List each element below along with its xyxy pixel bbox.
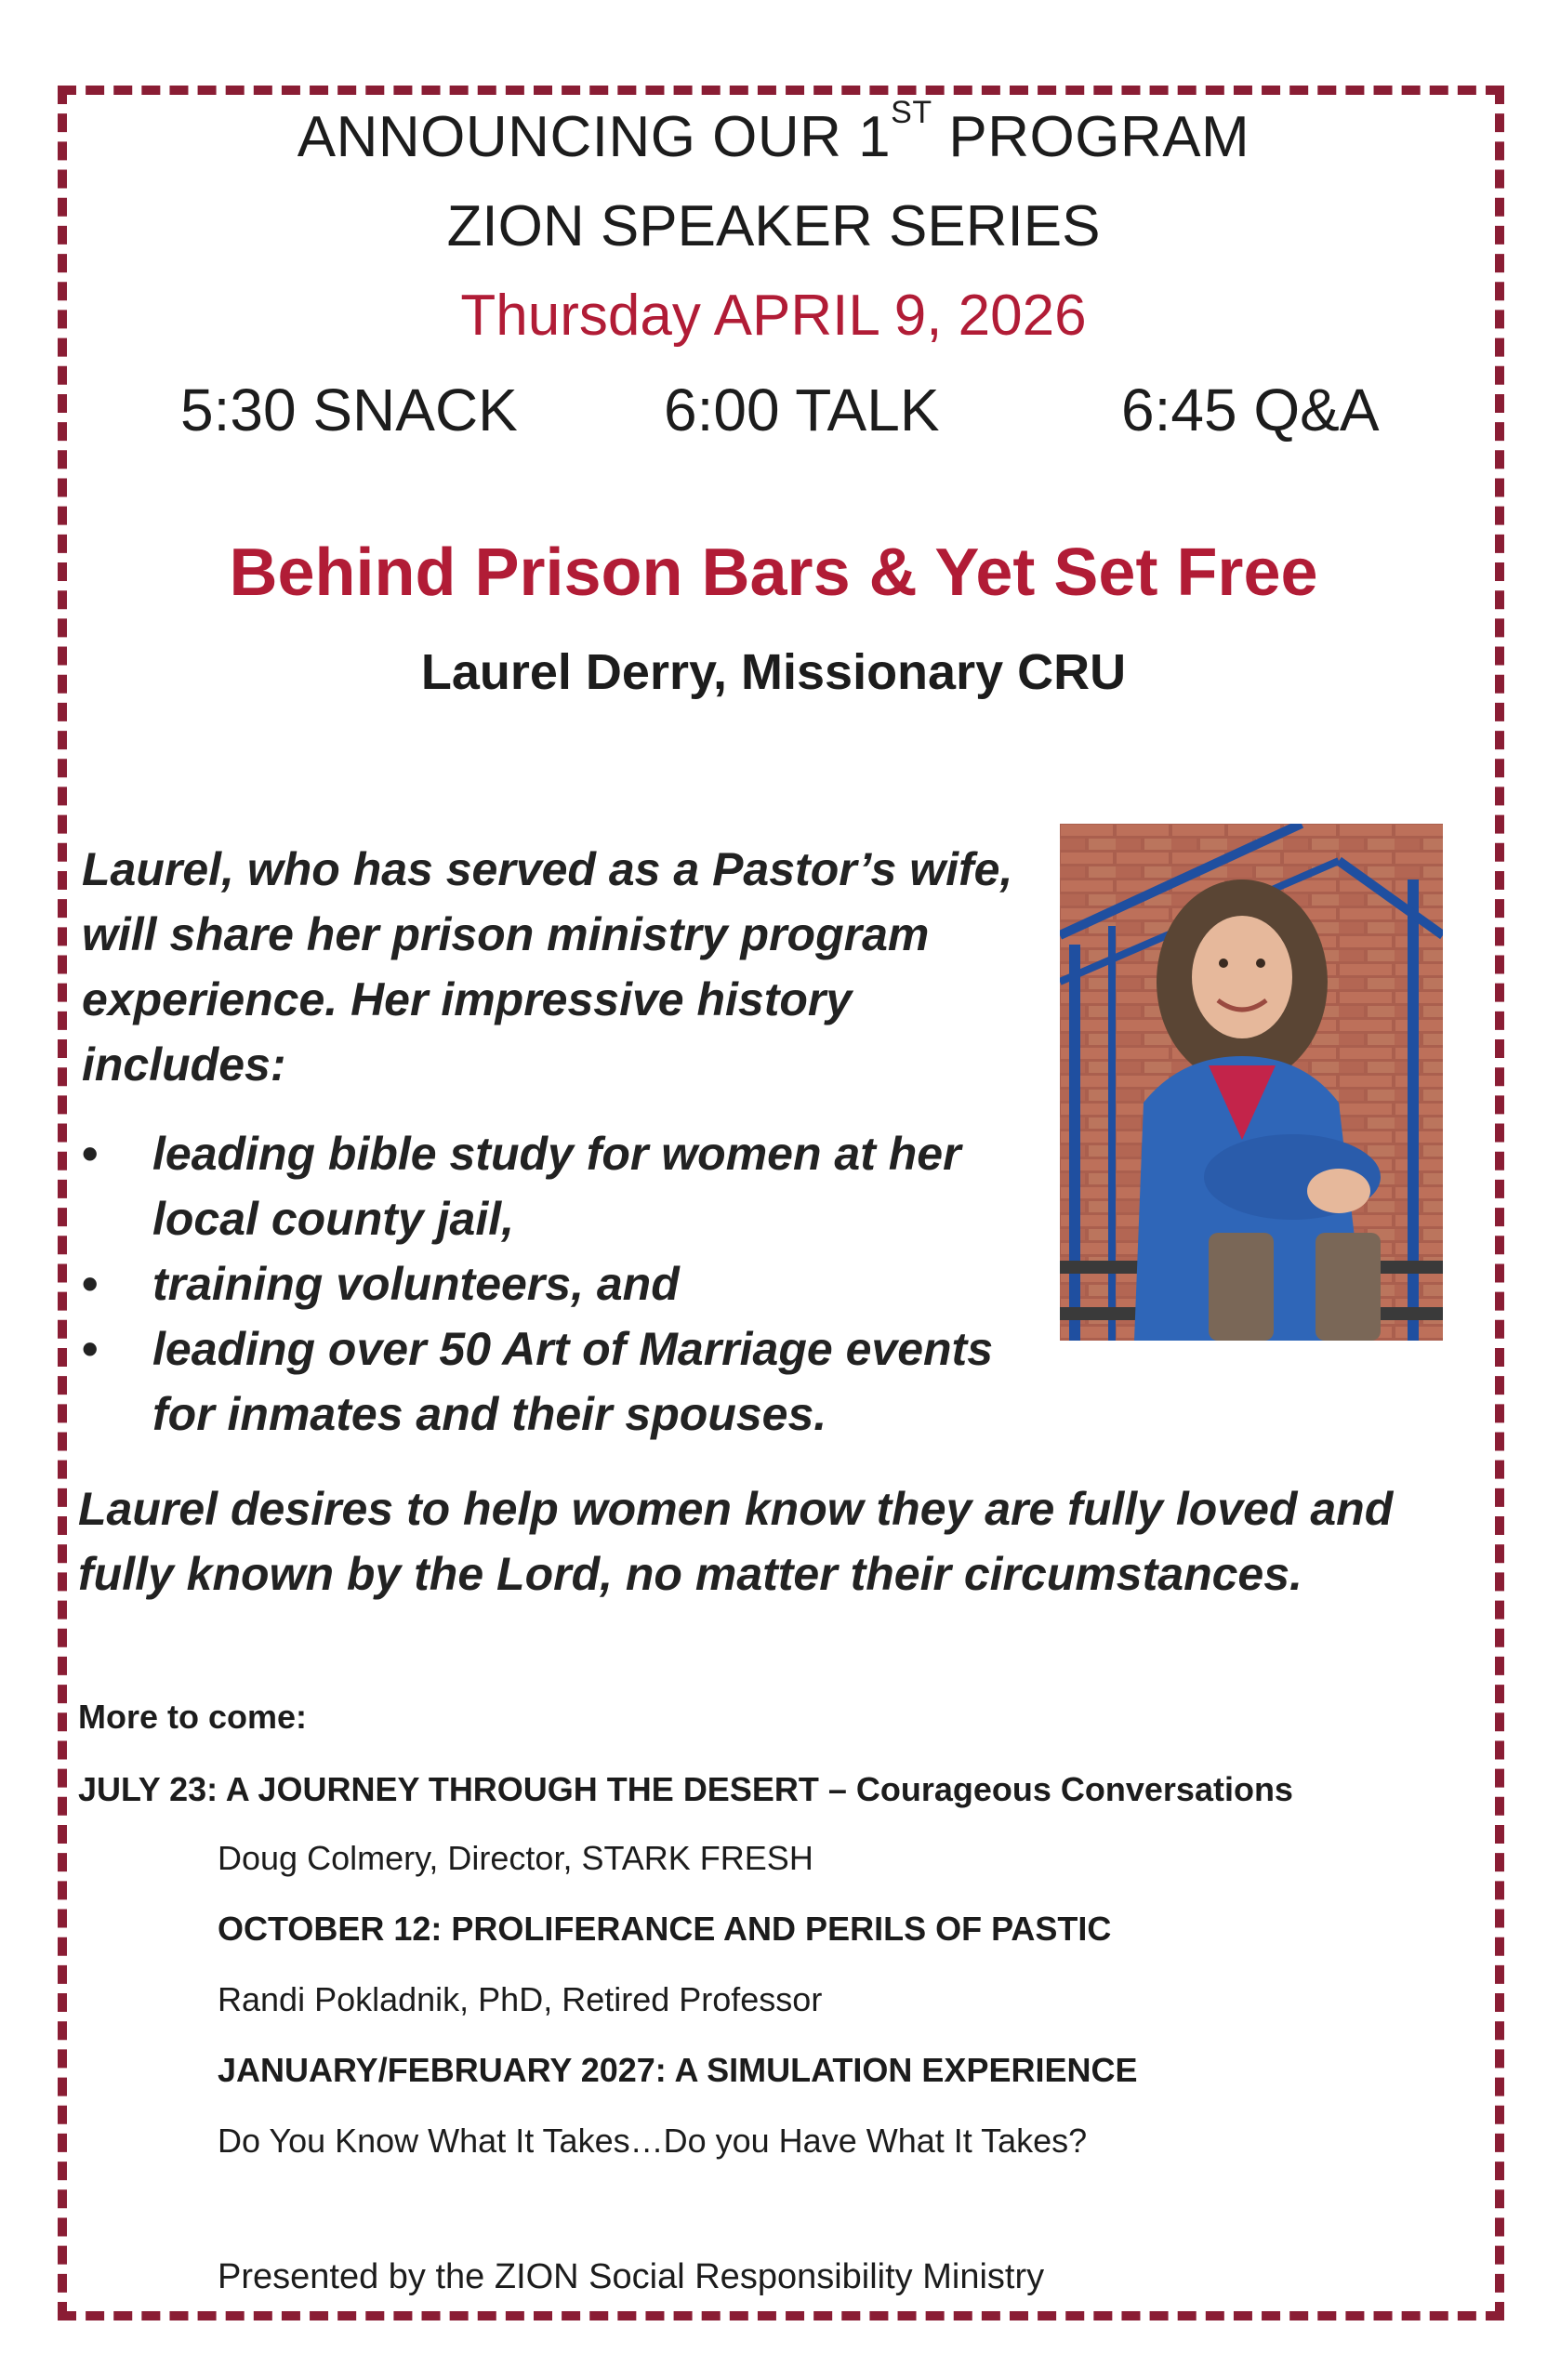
bullet-item bbox=[82, 1121, 1049, 1251]
january-event-title: JANUARY/FEBRUARY 2027: A SIMULATION EXPERIENCE bbox=[218, 2051, 1138, 2089]
bullet-line: • training volunteers, and bbox=[152, 1258, 680, 1310]
series-title: ZION SPEAKER SERIES bbox=[446, 194, 1101, 258]
july-event-speaker: Doug Colmery, Director, STARK FRESH bbox=[218, 1839, 813, 1877]
schedule-snack: 5:30 SNACK bbox=[180, 377, 518, 443]
bullet-line: local county jail, bbox=[152, 1193, 514, 1245]
closing-line: fully known by the Lord, no matter their circumstances. bbox=[78, 1548, 1302, 1600]
bullet-line: • leading bible study for women at her bbox=[152, 1128, 961, 1180]
more-to-come-heading: More to come: bbox=[78, 1698, 308, 1736]
event-date: Thursday APRIL 9, 2026 bbox=[460, 284, 1087, 348]
announcement-suffix: PROGRAM bbox=[932, 105, 1250, 169]
intro-line: experience. Her impressive history bbox=[82, 973, 853, 1025]
january-event-tagline: Do You Know What It Takes…Do you Have What It Takes? bbox=[218, 2122, 1088, 2160]
intro-line: includes: bbox=[82, 1038, 286, 1091]
bullet-item bbox=[82, 1316, 1049, 1447]
july-event-title: JULY 23: A JOURNEY THROUGH THE DESERT – Courageous Conversations bbox=[78, 1770, 1293, 1808]
bullet-item bbox=[82, 1251, 1049, 1316]
intro-line: will share her prison ministry program bbox=[82, 908, 930, 960]
schedule-talk: 6:00 TALK bbox=[664, 377, 940, 443]
speaker-name: Laurel Derry, Missionary CRU bbox=[420, 644, 1127, 700]
history-bullet-list bbox=[82, 1121, 1049, 1447]
announcement-heading bbox=[0, 95, 1547, 170]
bullet-line: • leading over 50 Art of Marriage events bbox=[152, 1323, 994, 1375]
talk-title: Behind Prison Bars & Yet Set Free bbox=[229, 536, 1318, 610]
announcement-prefix: ANNOUNCING OUR 1 bbox=[297, 105, 892, 169]
speaker-photo bbox=[1060, 824, 1443, 1341]
intro-line: Laurel, who has served as a Pastor’s wife, bbox=[82, 843, 1013, 895]
october-event-title: OCTOBER 12: PROLIFERANCE AND PERILS OF PASTIC bbox=[218, 1910, 1112, 1948]
closing-line: Laurel desires to help women know they are fully loved and bbox=[78, 1483, 1394, 1535]
presented-by-footer: Presented by the ZION Social Responsibility Ministry bbox=[218, 2257, 1045, 2296]
schedule-qa: 6:45 Q&A bbox=[1121, 377, 1380, 443]
closing-paragraph bbox=[78, 1476, 1454, 1606]
october-event-speaker: Randi Pokladnik, PhD, Retired Professor bbox=[218, 1980, 823, 2018]
bullet-line: for inmates and their spouses. bbox=[152, 1388, 827, 1440]
announcement-ordinal-suffix: ST bbox=[891, 95, 932, 130]
intro-paragraph bbox=[82, 837, 1021, 1097]
